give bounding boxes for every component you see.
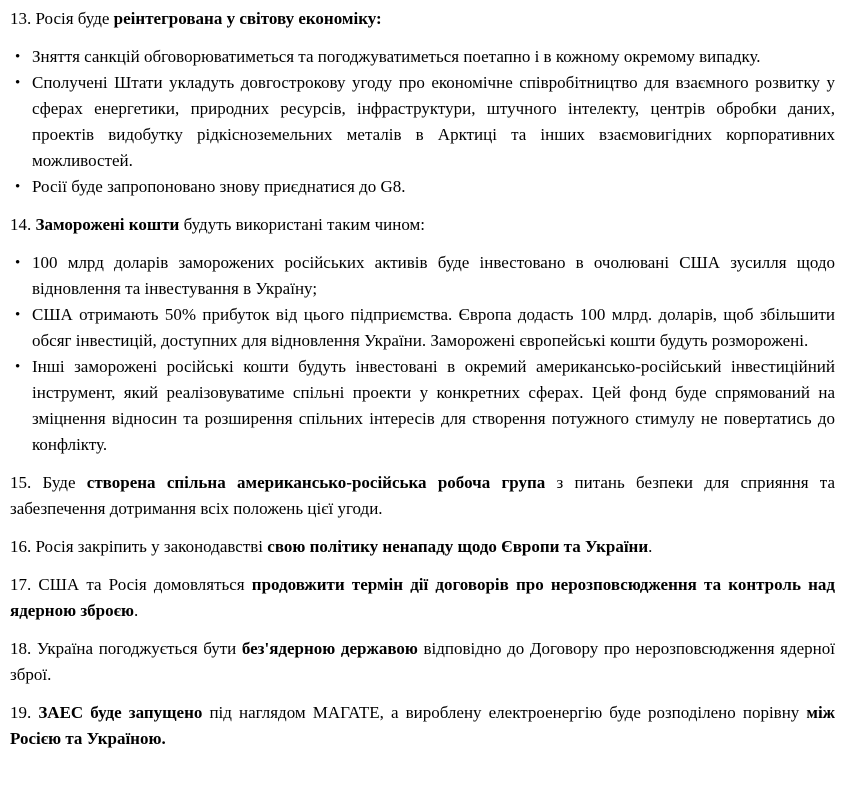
bullet-text: Інші заморожені російські кошти будуть інвестовані в окремий американсько-російський інвестиційний інструмент, який реалізовуватиме спільні проекти у конкретних сферах. Цей фонд буде спрямований на зміцнення відносин та розширення спільних інтересів для створення потужного стимулу не повертатись до конфлікту. [32,357,835,454]
paragraph-14 [10,212,835,238]
bullet-icon: • [15,359,21,375]
bullet-list-13 [10,44,835,200]
paragraph-18-bold: без'ядерною державою [241,639,418,658]
paragraph-13 [10,6,835,32]
list-item [10,44,835,70]
paragraph-19-text-2: під наглядом МАГАТЕ, а вироблену електроенергію буде розподілено порівну [202,703,807,722]
paragraph-17-text-2: . [133,601,139,620]
paragraph-17 [10,572,835,624]
paragraph-16-text-2: . [648,537,653,556]
bullet-list-14 [10,250,835,458]
paragraph-17-bold: продовжити термін дії договорів про нерозповсюдження та контроль над ядерною зброєю [10,575,835,620]
paragraph-14-text-2: будуть використані таким чином: [179,215,425,234]
list-item [10,302,835,354]
bullet-icon: • [15,75,21,91]
paragraph-16 [10,534,835,560]
paragraph-18-text-2: відповідно до Договору про нерозповсюдження ядерної зброї. [10,639,835,684]
paragraph-19-bold: ЗАЕС буде запущено [38,703,203,722]
bullet-text: Зняття санкцій обговорюватиметься та погоджуватиметься поетапно і в кожному окремому випадку. [32,47,761,66]
bullet-icon: • [15,255,21,271]
bullet-icon: • [15,179,21,195]
list-item [10,70,835,174]
paragraph-18 [10,636,835,688]
bullet-text: 100 млрд доларів заморожених російських активів буде інвестовано в очолювані США зусилля щодо відновлення та інвестування в Україну; [32,253,835,298]
paragraph-19-text: 19. [10,703,39,722]
list-item [10,354,835,458]
paragraph-14-text: 14. [10,215,36,234]
list-item [10,250,835,302]
paragraph-14-bold: Заморожені кошти [35,215,180,234]
bullet-text: США отримають 50% прибуток від цього підприємства. Європа додасть 100 млрд. доларів, щоб збільшити обсяг інвестицій, доступних для відновлення України. Заморожені європейські кошти будуть розморожені. [32,305,835,350]
paragraph-13-text: 13. Росія буде [10,9,114,28]
paragraph-15-bold: створена спільна американсько-російська робоча група [86,473,546,492]
list-item [10,174,835,200]
bullet-text: Росії буде запропоновано знову приєднатися до G8. [32,177,406,196]
paragraph-16-bold: свою політику ненападу щодо Європи та України [267,537,649,556]
paragraph-16-text: 16. Росія закріпить у законодавстві [10,537,268,556]
paragraph-15-text: 15. Буде [10,473,87,492]
bullet-text: Сполучені Штати укладуть довгострокову угоду про економічне співробітництво для взаємного розвитку у сферах енергетики, природних ресурсів, інфраструктури, штучного інтелекту, центрів обробки даних, проектів видобутку рідкісноземельних металів в Арктиці та інших взаємовигідних корпоративних можливостей. [32,73,835,170]
bullet-icon: • [15,307,21,323]
paragraph-18-text: 18. Україна погоджується бути [10,639,242,658]
paragraph-13-bold: реінтегрована у світову економіку: [113,9,382,28]
paragraph-15-text-2: з питань безпеки для сприяння та забезпечення дотримання всіх положень цієї угоди. [10,473,835,518]
paragraph-15 [10,470,835,522]
paragraph-17-text: 17. США та Росія домовляться [10,575,252,594]
paragraph-19-bold-2: між Росією та Україною. [10,703,836,748]
paragraph-19 [10,700,835,752]
bullet-icon: • [15,49,21,65]
